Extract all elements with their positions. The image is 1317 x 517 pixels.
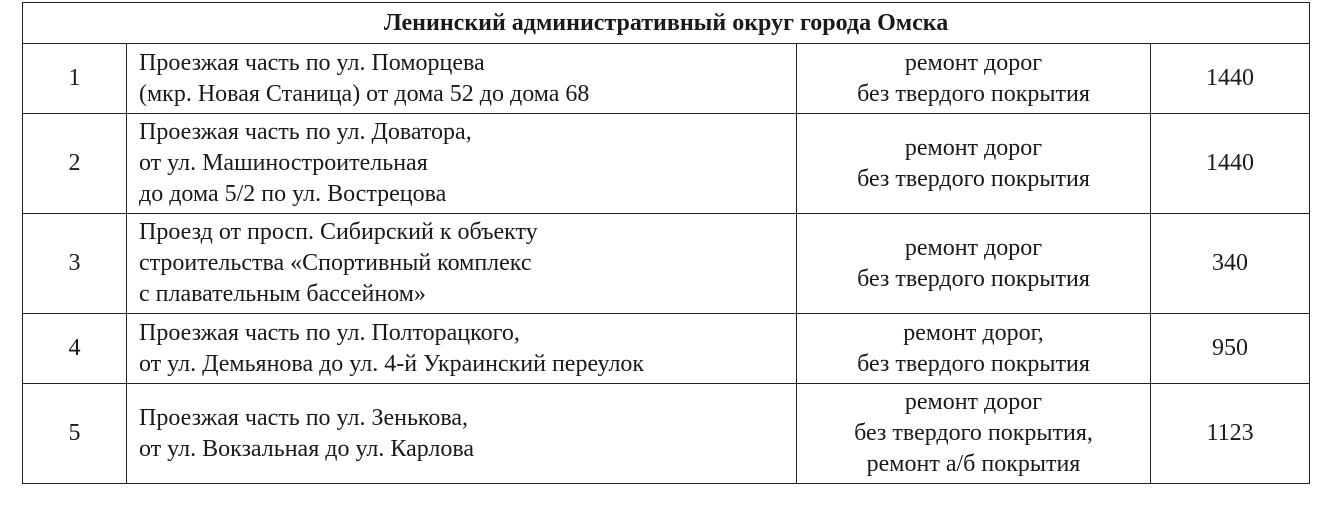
- work-type-line: ремонт дорог: [904, 389, 1043, 415]
- work-type-line: без твердого покрытия: [857, 265, 1090, 292]
- road-section-cell: [127, 314, 797, 384]
- road-section-line: (мкр. Новая Станица) от дома 52 до дома 68: [139, 80, 590, 107]
- document-sheet: [22, 2, 1309, 484]
- amount-cell: 1440: [1151, 114, 1310, 214]
- work-type-cell: [797, 44, 1151, 114]
- work-type-line: без твердого покрытия: [857, 165, 1090, 192]
- road-section-line: строительства «Спортивный комплекс: [139, 250, 532, 276]
- road-section-line: Проезжая часть по ул. Полторацкого,: [139, 319, 520, 346]
- district-title: Ленинский административный округ города Омска: [23, 3, 1310, 44]
- road-section-line: с плавательным бассейном»: [139, 281, 426, 307]
- road-section-cell: [127, 214, 797, 314]
- work-type-cell: [797, 114, 1151, 214]
- road-section-line: от ул. Вокзальная до ул. Карлова: [139, 435, 475, 462]
- road-section-cell: [127, 384, 797, 484]
- road-section-line: Проезжая часть по ул. Поморцева: [139, 49, 485, 76]
- work-type-line: ремонт дорог: [904, 134, 1043, 161]
- row-number: 1: [23, 44, 127, 114]
- work-type-line: без твердого покрытия: [857, 350, 1090, 377]
- amount-cell: 1440: [1151, 44, 1310, 114]
- amount-cell: 950: [1151, 314, 1310, 384]
- work-type-line: ремонт дорог: [904, 234, 1043, 261]
- table-row: [23, 384, 1310, 484]
- road-section-cell: [127, 114, 797, 214]
- amount-cell: 1123: [1151, 384, 1310, 484]
- road-section-line: Проезд от просп. Сибирский к объекту: [139, 219, 538, 245]
- work-type-line: ремонт дорог,: [903, 319, 1044, 346]
- table-row: [23, 114, 1310, 214]
- work-type-line: без твердого покрытия,: [854, 420, 1093, 446]
- table-row: [23, 314, 1310, 384]
- work-type-line: ремонт а/б покрытия: [866, 451, 1081, 477]
- road-section-cell: [127, 44, 797, 114]
- row-number: 3: [23, 214, 127, 314]
- table-row: [23, 214, 1310, 314]
- work-type-cell: [797, 384, 1151, 484]
- district-title-row: [23, 3, 1310, 44]
- road-section-line: до дома 5/2 по ул. Вострецова: [139, 181, 447, 207]
- table-row: [23, 44, 1310, 114]
- road-section-line: от ул. Машиностроительная: [139, 150, 428, 176]
- row-number: 5: [23, 384, 127, 484]
- work-type-line: без твердого покрытия: [857, 80, 1090, 107]
- work-type-line: ремонт дорог: [904, 49, 1043, 76]
- row-number: 2: [23, 114, 127, 214]
- work-type-cell: [797, 314, 1151, 384]
- amount-cell: 340: [1151, 214, 1310, 314]
- work-type-cell: [797, 214, 1151, 314]
- roads-table: [22, 2, 1310, 484]
- road-section-line: Проезжая часть по ул. Доватора,: [139, 119, 472, 145]
- row-number: 4: [23, 314, 127, 384]
- road-section-line: Проезжая часть по ул. Зенькова,: [139, 404, 469, 431]
- road-section-line: от ул. Демьянова до ул. 4-й Украинский переулок: [139, 350, 645, 377]
